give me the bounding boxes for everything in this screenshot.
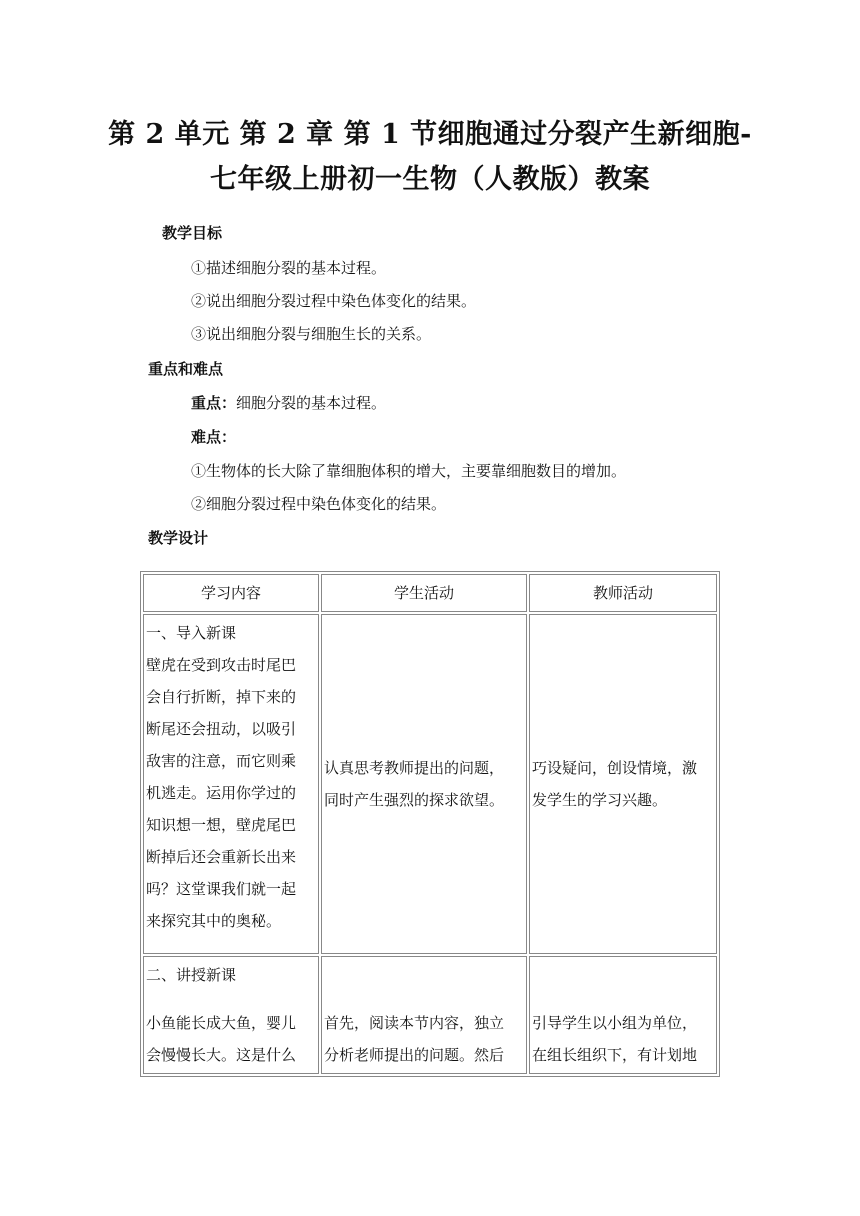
- key-point-label: 重点：: [191, 394, 237, 412]
- content-line: 小鱼能长成大鱼，婴儿: [146, 1014, 297, 1032]
- teacher-line: 巧设疑问，创设情境，激: [532, 759, 698, 777]
- teacher-line: 引导学生以小组为单位，: [532, 1014, 698, 1032]
- objectives-heading: 教学目标: [162, 224, 223, 242]
- content-cell: [143, 956, 319, 1074]
- content-section-title: 一、导入新课: [146, 624, 237, 642]
- table-header-row: [143, 574, 717, 612]
- student-line: 认真思考教师提出的问题，: [324, 759, 505, 777]
- objective-item-3: ③说出细胞分裂与细胞生长的关系。: [191, 325, 432, 343]
- spacer: [532, 959, 714, 1007]
- student-line: 同时产生强烈的探求欲望。: [324, 791, 505, 809]
- teacher-line: 在组长组织下，有计划地: [532, 1046, 698, 1064]
- difficult-item-2: ②细胞分裂过程中染色体变化的结果。: [191, 495, 447, 513]
- content-cell: [143, 614, 319, 954]
- content-line: 断尾还会扭动，以吸引: [146, 720, 297, 738]
- difficult-point-label: 难点：: [191, 428, 237, 446]
- content-line: 来探究其中的奥秘。: [146, 912, 282, 930]
- document-title-line-2: 七年级上册初一生物（人教版）教案: [210, 164, 650, 195]
- content-line: 断掉后还会重新长出来: [146, 848, 297, 866]
- spacer: [324, 959, 524, 1007]
- design-heading: 教学设计: [148, 529, 209, 547]
- objective-item-2: ②说出细胞分裂过程中染色体变化的结果。: [191, 292, 477, 310]
- column-header-teacher: 教师活动: [529, 574, 717, 612]
- column-header-student: 学生活动: [321, 574, 527, 612]
- document-title-line-1: 第 2 单元 第 2 章 第 1 节细胞通过分裂产生新细胞-: [108, 119, 752, 150]
- content-line: 机逃走。运用你学过的: [146, 784, 297, 802]
- key-point-text: 细胞分裂的基本过程。: [236, 394, 387, 412]
- content-section-title: 二、讲授新课: [146, 966, 237, 984]
- content-line: 壁虎在受到攻击时尾巴: [146, 656, 297, 674]
- teaching-design-table: [140, 571, 720, 1077]
- content-line: 吗？这堂课我们就一起: [146, 880, 297, 898]
- student-line: 分析老师提出的问题。然后: [324, 1046, 505, 1064]
- difficult-item-1: ①生物体的长大除了靠细胞体积的增大，主要靠细胞数目的增加。: [191, 462, 627, 480]
- teacher-activity-cell: [529, 956, 717, 1074]
- table-row: [143, 956, 717, 1074]
- content-line: 敌害的注意，而它则乘: [146, 752, 297, 770]
- key-point-line: [191, 392, 386, 413]
- spacer: [146, 991, 316, 1007]
- student-activity-cell: [321, 614, 527, 954]
- content-line: 会慢慢长大。这是什么: [146, 1046, 297, 1064]
- content-line: 知识想一想，壁虎尾巴: [146, 816, 297, 834]
- student-activity-cell: [321, 956, 527, 1074]
- teacher-line: 发学生的学习兴趣。: [532, 791, 668, 809]
- table-row: [143, 614, 717, 954]
- teacher-activity-cell: [529, 614, 717, 954]
- student-line: 首先，阅读本节内容，独立: [324, 1014, 505, 1032]
- objective-item-1: ①描述细胞分裂的基本过程。: [191, 259, 387, 277]
- content-line: 会自行折断，掉下来的: [146, 688, 297, 706]
- key-points-heading: 重点和难点: [148, 360, 224, 378]
- column-header-content: 学习内容: [143, 574, 319, 612]
